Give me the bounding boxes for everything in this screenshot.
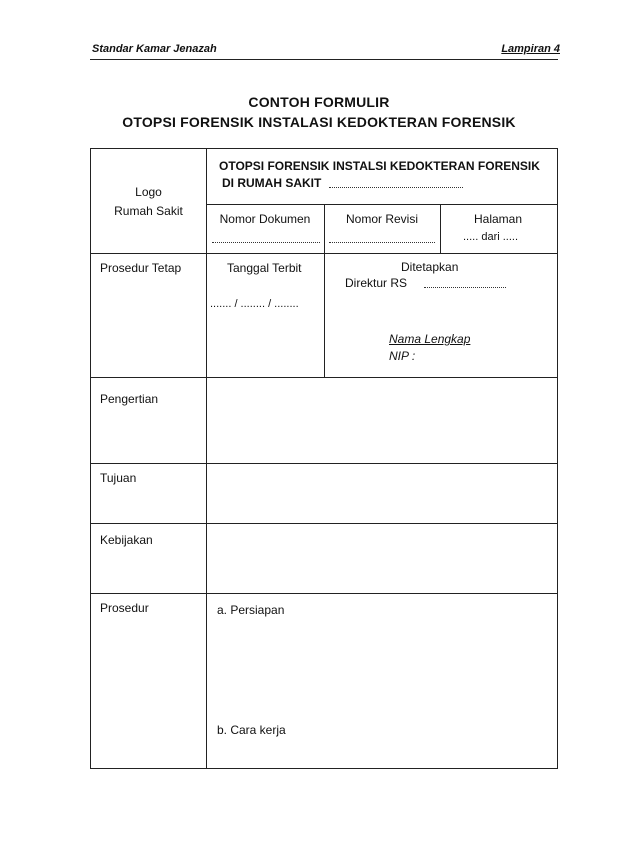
nomor-revisi-label: Nomor Revisi [345, 212, 418, 226]
halaman-value: ..... dari ..... [463, 231, 519, 243]
persiapan-step: a. Persiapan [217, 603, 285, 617]
row-divider-3 [91, 463, 557, 464]
halaman-label: Halaman [473, 212, 523, 226]
form-heading-hospital: DI RUMAH SAKIT [222, 176, 322, 190]
tanggal-divider [324, 253, 325, 377]
doc-cell-divider-2 [440, 204, 441, 253]
column-divider [206, 149, 207, 768]
document-subtitle: OTOPSI FORENSIK INSTALASI KEDOKTERAN FORENSIK [122, 114, 516, 130]
nomor-dokumen-dots [212, 242, 320, 243]
document-title: CONTOH FORMULIR [248, 94, 390, 110]
row-divider-2 [91, 377, 557, 378]
form-table [90, 148, 558, 769]
row-divider-4 [91, 523, 557, 524]
form-heading: OTOPSI FORENSIK INSTALSI KEDOKTERAN FORENSIK [219, 159, 540, 173]
direktur-label: Direktur RS [345, 276, 408, 290]
tanggal-terbit-label: Tanggal Terbit [227, 261, 302, 275]
nomor-revisi-dots [329, 242, 435, 243]
tanggal-terbit-value: ....... / ........ / ........ [210, 298, 299, 310]
nama-lengkap-label: Nama Lengkap [389, 332, 471, 346]
kebijakan-label: Kebijakan [100, 533, 153, 547]
tujuan-label: Tujuan [100, 471, 137, 485]
ditetapkan-label: Ditetapkan [401, 260, 459, 274]
row-divider-5 [91, 593, 557, 594]
prosedur-label: Prosedur [100, 601, 149, 615]
heading-divider [206, 204, 557, 205]
direktur-dots [424, 287, 506, 288]
nomor-dokumen-label: Nomor Dokumen [219, 212, 311, 226]
hospital-name-dots [329, 187, 463, 188]
logo-hospital-label: Rumah Sakit [114, 204, 183, 218]
nip-label: NIP : [389, 349, 416, 363]
pengertian-label: Pengertian [100, 392, 159, 406]
cara-kerja-step: b. Cara kerja [217, 723, 286, 737]
prosedur-tetap-label: Prosedur Tetap [100, 261, 182, 275]
header-left-title: Standar Kamar Jenazah [92, 43, 217, 55]
header-rule [90, 59, 558, 60]
logo-label: Logo [135, 185, 162, 199]
header-right-label: Lampiran 4 [501, 43, 560, 55]
